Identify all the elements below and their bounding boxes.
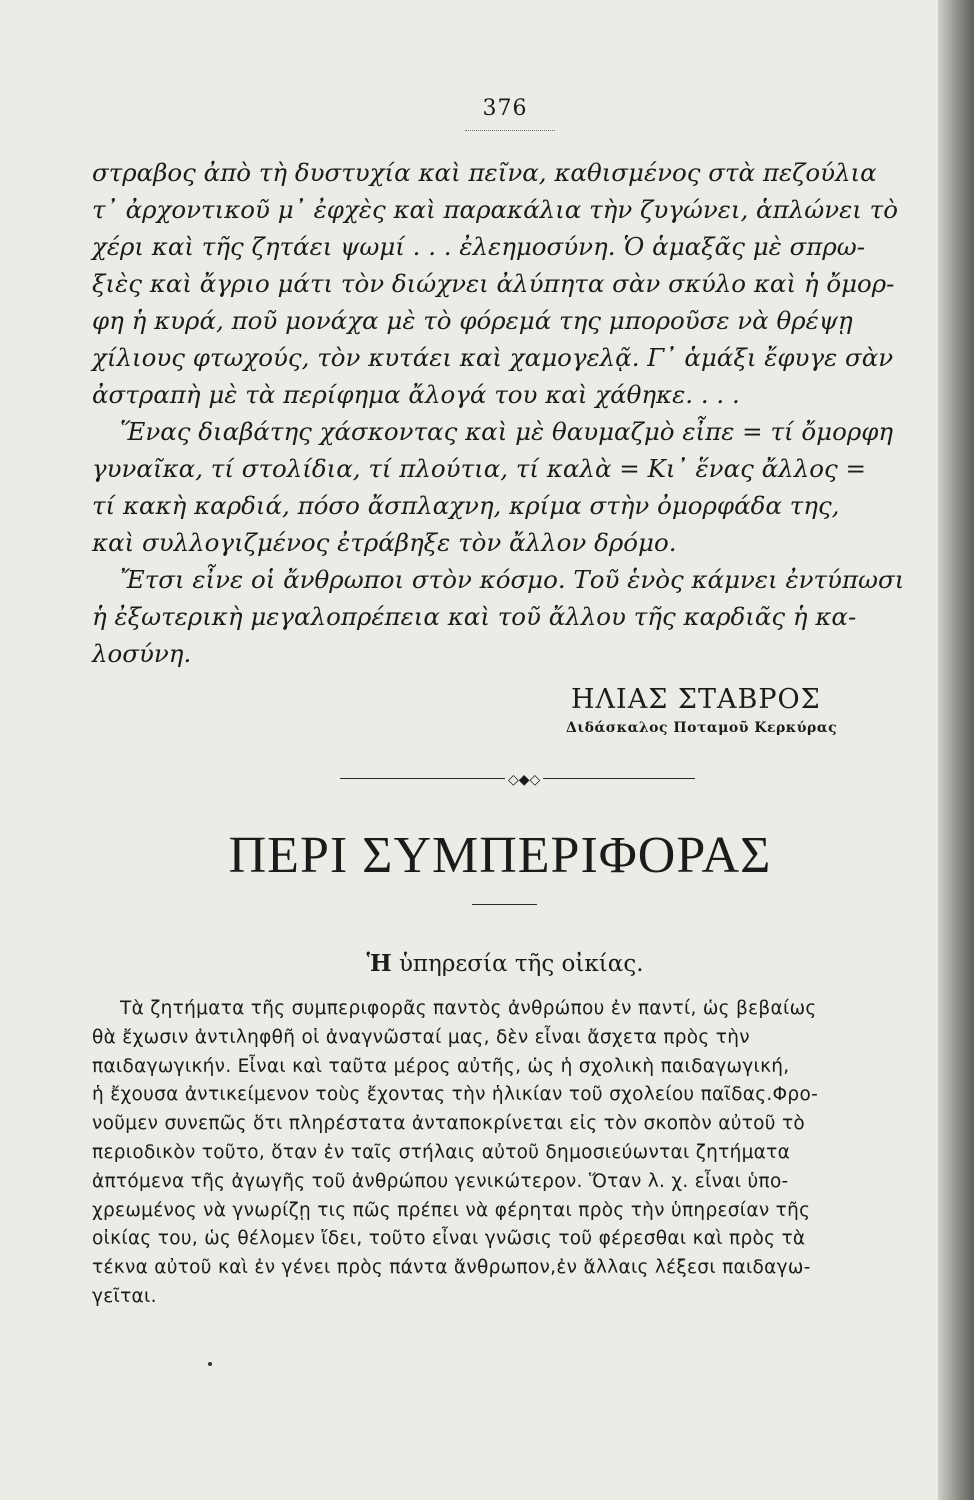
essay-line: τέκνα αὐτοῦ καὶ ἐν γένει πρὸς πάντα ἄνθρωπον,ἐν ἄλλαις λέξεσι παιδαγω- [92, 1257, 811, 1279]
story-text [92, 154, 912, 672]
section-subtitle [0, 950, 974, 977]
story-line: ἀστραπὴ μὲ τὰ περίφημα ἄλογά του καὶ χάθηκε. . . . [92, 380, 740, 409]
page-edge-shadow [938, 0, 974, 1500]
story-line: χέρι καὶ τῆς ζητάει ψωμί . . . ἐλεημοσύνη. Ὁ ἁμαξᾶς μὲ σπρω- [92, 232, 866, 261]
story-line: γυναῖκα, τί στολίδια, τί πλούτια, τί καλὰ = Κι᾽ ἕνας ἄλλος = [92, 454, 867, 483]
essay-line: γεῖται. [92, 1285, 157, 1307]
essay-line: νοῦμεν συνεπῶς ὅτι πληρέστατα ἀνταποκρίνεται εἰς τὸν σκοπὸν αὐτοῦ τὸ [92, 1113, 806, 1135]
subtitle-text: ὑπηρεσία τῆς οἰκίας. [398, 951, 644, 977]
essay-line: παιδαγωγικήν. Εἶναι καὶ ταῦτα μέρος αὐτῆς, ὡς ἡ σχολικὴ παιδαγωγική, [92, 1055, 790, 1077]
story-line: Ἔτσι εἶνε οἱ ἄνθρωποι στὸν κόσμο. Τοῦ ἑνὸς κάμνει ἐντύπωσι [120, 565, 905, 594]
section-title: ΠΕΡΙ ΣΥΜΠΕΡΙΦΟΡΑΣ [228, 827, 772, 884]
ornamental-divider [340, 772, 695, 786]
page-number-rule [465, 130, 555, 131]
essay-line: περιοδικὸν τοῦτο, ὅταν ἐν ταῖς στήλαις αὐτοῦ δημοσιεύωνται ζητήματα [92, 1141, 791, 1163]
story-line: Ἕνας διαβάτης χάσκοντας καὶ μὲ θαυμαζμὸ εἶπε = τί ὄμορφη [120, 417, 894, 446]
essay-line: θὰ ἔχωσιν ἀντιληφθῆ οἱ ἀναγνῶσταί μας, δὲν εἶναι ἄσχετα πρὸς τὴν [92, 1026, 750, 1048]
page-number: 376 [482, 96, 528, 121]
subtitle-lead: Ἡ [366, 950, 392, 977]
story-line: τ᾽ ἀρχοντικοῦ μ᾽ ἐφχὲς καὶ παρακάλια τὴν ζυγώνει, ἁπλώνει τὸ [92, 195, 898, 224]
story-line: τί κακὴ καρδιά, πόσο ἄσπλαχνη, κρίμα στὴν ὀμορφάδα της, [92, 491, 840, 520]
story-line: ξιὲς καὶ ἄγριο μάτι τὸν διώχνει ἀλύπητα σὰν σκύλο καὶ ἡ ὄμορ- [92, 269, 895, 298]
essay-text [92, 995, 912, 1312]
story-line: καὶ συλλογιζμένος ἐτράβηξε τὸν ἄλλον δρόμο. [92, 528, 677, 557]
story-line: λοσύνη. [92, 639, 192, 668]
title-rule [472, 904, 537, 905]
essay-line: χρεωμένος νὰ γνωρίζῃ τις πῶς πρέπει νὰ φέρηται πρὸς τὴν ὑπηρεσίαν τῆς [92, 1199, 811, 1221]
story-line: στραβος ἀπὸ τὴ δυστυχία καὶ πεῖνα, καθισμένος στὰ πεζούλια [92, 158, 877, 187]
story-line: χίλιους φτωχούς, τὸν κυτάει καὶ χαμογελᾷ. Γ᾽ ἁμάξι ἔφυγε σὰν [92, 343, 894, 372]
author-title: Διδάσκαλος Ποταμοῦ Κερκύρας [566, 720, 838, 736]
essay-line: ἡ ἔχουσα ἀντικείμενον τοὺς ἔχοντας τὴν ἡλικίαν τοῦ σχολείου παῖδας.Φρο- [92, 1084, 819, 1106]
essay-line: Τὰ ζητήματα τῆς συμπεριφορᾶς παντὸς ἀνθρώπου ἐν παντί, ὡς βεβαίως [120, 998, 817, 1019]
author-name: ΗΛΙΑΣ ΣΤΑΒΡΟΣ [571, 684, 821, 715]
story-line: ἡ ἐξωτερικὴ μεγαλοπρέπεια καὶ τοῦ ἄλλου τῆς καρδιᾶς ἡ κα- [92, 602, 857, 631]
essay-line: ἀπτόμενα τῆς ἀγωγῆς τοῦ ἀνθρώπου γενικώτερον. Ὅταν λ. χ. εἶναι ὑπο- [92, 1170, 789, 1192]
essay-line: οἰκίας του, ὡς θέλομεν ἴδει, τοῦτο εἶναι γνῶσις τοῦ φέρεσθαι καὶ πρὸς τὰ [92, 1228, 806, 1250]
ornament-knot-icon: ◇◆◇ [505, 773, 543, 787]
story-line: φη ἡ κυρά, ποῦ μονάχα μὲ τὸ φόρεμά της μποροῦσε νὰ θρέψῃ [92, 306, 853, 335]
ink-speck [208, 1362, 212, 1366]
